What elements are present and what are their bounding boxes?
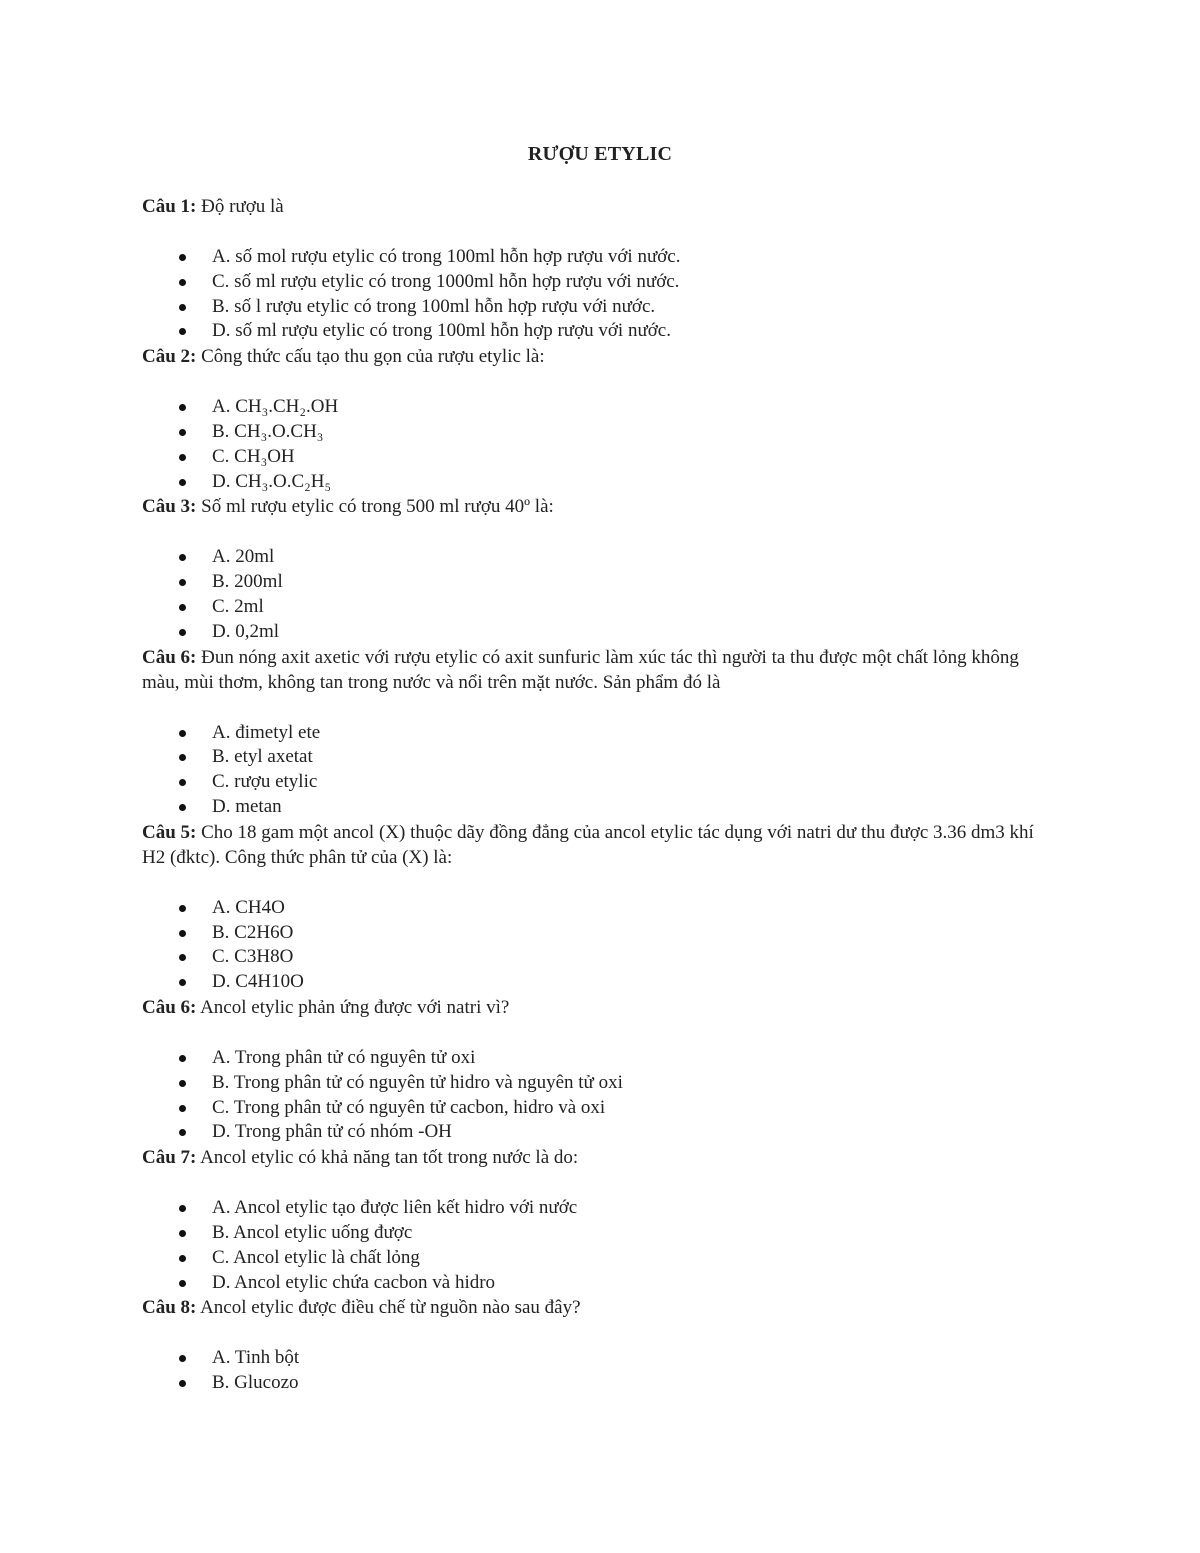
answer-option — [142, 1246, 1052, 1271]
question-text — [142, 1145, 1052, 1170]
question-block — [142, 1145, 1052, 1295]
answer-option-text: C. 2ml — [212, 595, 264, 617]
answer-options — [142, 395, 1052, 494]
question-block — [142, 820, 1052, 995]
answer-option — [142, 1271, 1052, 1296]
answer-option — [142, 921, 1052, 946]
answer-option-text: A. CH₃.CH₂.OH — [212, 396, 339, 418]
answer-option-text: B. C2H6O — [212, 921, 294, 943]
answer-option-text: D. Trong phân tử có nhóm -OH — [212, 1121, 452, 1143]
question-number: Câu 6: — [142, 996, 197, 1018]
bullet-icon — [179, 905, 186, 912]
answer-option — [142, 1071, 1052, 1096]
question-body: Cho 18 gam một ancol (X) thuộc dãy đồng đẳng của ancol etylic tác dụng với natri dư thu được 3.36 dm3 khí H2 (đktc). Công thức phân tử của (X) là: — [142, 821, 1034, 868]
answer-option — [142, 420, 1052, 445]
bullet-icon — [179, 1355, 186, 1362]
bullet-icon — [179, 279, 186, 286]
answer-options — [142, 1046, 1052, 1145]
bullet-icon — [179, 554, 186, 561]
answer-option — [142, 795, 1052, 820]
answer-option-text: C. C3H8O — [212, 946, 294, 968]
answer-option-text: D. số ml rượu etylic có trong 100ml hỗn hợp rượu với nước. — [212, 320, 671, 342]
answer-option — [142, 270, 1052, 295]
bullet-icon — [179, 1055, 186, 1062]
answer-option — [142, 970, 1052, 995]
question-block — [142, 995, 1052, 1145]
question-body: Công thức cấu tạo thu gọn của rượu etylic là: — [196, 346, 545, 368]
answer-options — [142, 896, 1052, 995]
answer-option — [142, 470, 1052, 495]
answer-option — [142, 1221, 1052, 1246]
answer-option — [142, 295, 1052, 320]
answer-option-text: B. Trong phân tử có nguyên tử hidro và nguyên tử oxi — [212, 1071, 623, 1093]
answer-option — [142, 445, 1052, 470]
answer-option — [142, 770, 1052, 795]
bullet-icon — [179, 954, 186, 961]
answer-option-text: C. số ml rượu etylic có trong 1000ml hỗn hợp rượu với nước. — [212, 270, 680, 292]
question-number: Câu 5: — [142, 821, 197, 843]
answer-option-text: C. Trong phân tử có nguyên tử cacbon, hidro và oxi — [212, 1096, 606, 1118]
question-block — [142, 645, 1052, 820]
answer-option-text: B. Ancol etylic uống được — [212, 1221, 413, 1243]
bullet-icon — [179, 429, 186, 436]
question-body: Ancol etylic phản ứng được với natri vì? — [196, 996, 510, 1018]
question-number: Câu 8: — [142, 1297, 197, 1319]
question-text — [142, 494, 1052, 519]
bullet-icon — [179, 304, 186, 311]
bullet-icon — [179, 979, 186, 986]
answer-option-text: D. metan — [212, 795, 282, 817]
answer-option-text: C. Ancol etylic là chất lỏng — [212, 1246, 420, 1268]
bullet-icon — [179, 629, 186, 636]
answer-option — [142, 745, 1052, 770]
answer-option — [142, 319, 1052, 344]
answer-option-text: A. Tinh bột — [212, 1347, 300, 1369]
bullet-icon — [179, 730, 186, 737]
question-number: Câu 2: — [142, 346, 197, 368]
answer-option — [142, 595, 1052, 620]
answer-option-text: A. Ancol etylic tạo được liên kết hidro với nước — [212, 1197, 578, 1219]
answer-option-text: B. số l rượu etylic có trong 100ml hỗn hợp rượu với nước. — [212, 295, 656, 317]
bullet-icon — [179, 479, 186, 486]
answer-option-text: A. CH4O — [212, 896, 285, 918]
question-list — [142, 194, 1052, 1396]
answer-option — [142, 1046, 1052, 1071]
question-block — [142, 494, 1052, 644]
bullet-icon — [179, 930, 186, 937]
question-text — [142, 820, 1052, 870]
question-body: Đun nóng axit axetic với rượu etylic có axit sunfuric làm xúc tác thì người ta thu được một chất lỏng không màu, mùi thơm, không tan trong nước và nổi trên mặt nước. Sản phẩm đó là — [142, 646, 1019, 693]
question-block — [142, 194, 1052, 344]
answer-option-text: C. CH₃OH — [212, 445, 295, 467]
question-block — [142, 344, 1052, 494]
answer-options — [142, 1346, 1052, 1396]
answer-option — [142, 395, 1052, 420]
answer-option — [142, 1371, 1052, 1396]
answer-option-text: B. CH₃.O.CH₃ — [212, 420, 324, 442]
answer-option — [142, 1096, 1052, 1121]
question-number: Câu 6: — [142, 646, 197, 668]
answer-option — [142, 896, 1052, 921]
answer-option-text: A. 20ml — [212, 546, 275, 568]
bullet-icon — [179, 1230, 186, 1237]
answer-options — [142, 1196, 1052, 1295]
question-body: Ancol etylic có khả năng tan tốt trong nước là do: — [196, 1147, 579, 1169]
answer-option — [142, 545, 1052, 570]
bullet-icon — [179, 1129, 186, 1136]
answer-option-text: D. CH₃.O.C₂H₅ — [212, 470, 332, 492]
question-text — [142, 645, 1052, 695]
bullet-icon — [179, 1205, 186, 1212]
answer-option — [142, 721, 1052, 746]
answer-option-text: D. 0,2ml — [212, 620, 280, 642]
answer-option-text: A. đimetyl ete — [212, 721, 321, 743]
question-text — [142, 344, 1052, 369]
question-text — [142, 995, 1052, 1020]
bullet-icon — [179, 1380, 186, 1387]
answer-option-text: D. C4H10O — [212, 971, 304, 993]
answer-option — [142, 1196, 1052, 1221]
document-title: RƯỢU ETYLIC — [527, 143, 673, 165]
answer-option — [142, 620, 1052, 645]
answer-option-text: B. 200ml — [212, 571, 283, 593]
bullet-icon — [179, 1080, 186, 1087]
bullet-icon — [179, 404, 186, 411]
question-number: Câu 3: — [142, 496, 197, 518]
answer-option — [142, 570, 1052, 595]
bullet-icon — [179, 779, 186, 786]
answer-option-text: C. rượu etylic — [212, 771, 318, 793]
answer-option — [142, 1120, 1052, 1145]
question-number: Câu 7: — [142, 1147, 197, 1169]
question-text — [142, 1295, 1052, 1320]
bullet-icon — [179, 579, 186, 586]
answer-option — [142, 1346, 1052, 1371]
answer-option-text: B. etyl axetat — [212, 746, 313, 768]
answer-option-text: A. số mol rượu etylic có trong 100ml hỗn hợp rượu với nước. — [212, 246, 681, 267]
bullet-icon — [179, 604, 186, 611]
answer-options — [142, 721, 1052, 820]
answer-option — [142, 945, 1052, 970]
answer-options — [142, 245, 1052, 344]
bullet-icon — [179, 754, 186, 761]
question-body: Độ rượu là — [196, 196, 284, 217]
answer-option-text: B. Glucozo — [212, 1372, 299, 1394]
question-number: Câu 1: — [142, 196, 197, 217]
bullet-icon — [179, 1255, 186, 1262]
bullet-icon — [179, 1105, 186, 1112]
question-block — [142, 1295, 1052, 1396]
answer-options — [142, 545, 1052, 644]
bullet-icon — [179, 1280, 186, 1287]
bullet-icon — [179, 454, 186, 461]
bullet-icon — [179, 328, 186, 335]
answer-option — [142, 245, 1052, 270]
answer-option-text: A. Trong phân tử có nguyên tử oxi — [212, 1046, 476, 1068]
question-body: Số ml rượu etylic có trong 500 ml rượu 40º là: — [196, 496, 554, 518]
question-text — [142, 194, 1052, 219]
question-body: Ancol etylic được điều chế từ nguồn nào sau đây? — [196, 1297, 581, 1319]
bullet-icon — [179, 804, 186, 811]
bullet-icon — [179, 254, 186, 261]
answer-option-text: D. Ancol etylic chứa cacbon và hidro — [212, 1271, 496, 1293]
